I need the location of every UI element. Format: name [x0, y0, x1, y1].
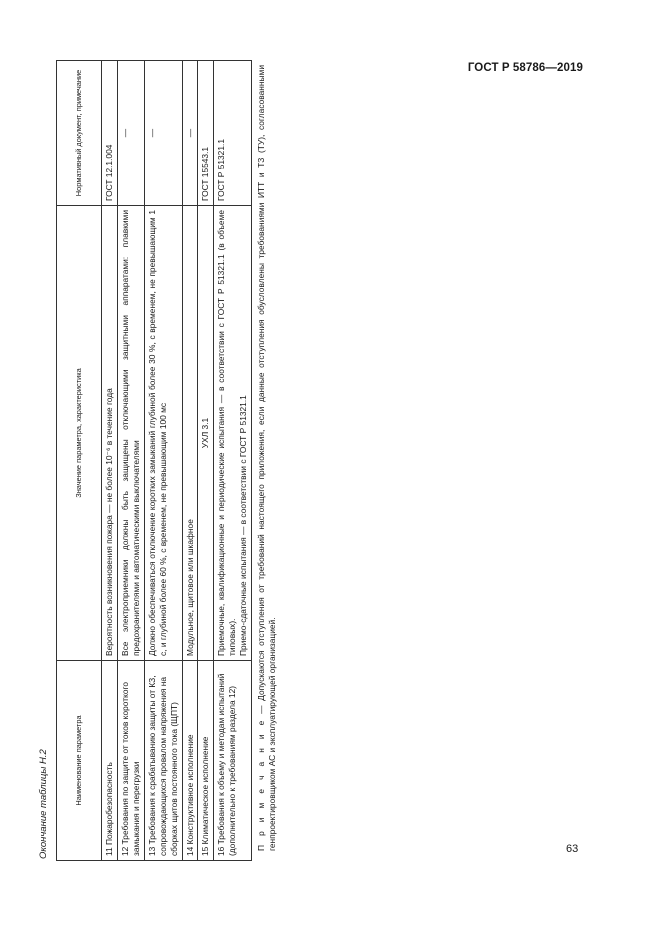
- row-parameter: 15 Климатическое исполнение: [198, 661, 214, 861]
- row-value: Все электроприемники должны быть защищены отключающими защитными аппаратами: плавкими предохранителями и автоматическими выключателями: [117, 206, 144, 661]
- header-parameter: Наименование параметра: [57, 661, 102, 861]
- table-header-row: [57, 61, 102, 861]
- row-parameter: 13 Требования к срабатыванию защиты от КЗ, сопровождающихся провалом напряжения на сборках щитов постоянного тока (ЩПТ): [144, 661, 182, 861]
- table-row: [182, 61, 198, 861]
- page-number: 63: [566, 843, 579, 855]
- table-row: [144, 61, 182, 861]
- row-value-line: Приемо-сдаточные испытания — в соответствии с ГОСТ Р 51321.1: [238, 395, 249, 656]
- row-parameter: 14 Конструктивное исполнение: [182, 661, 198, 861]
- row-value: [214, 206, 252, 661]
- row-parameter: 11 Пожаробезопасность: [102, 661, 118, 861]
- row-value: Вероятность возникновения пожара — не более 10⁻⁶ в течение года: [102, 206, 118, 661]
- row-value: УХЛ 3.1: [198, 206, 214, 661]
- rotated-table-block: [32, 61, 294, 861]
- note-text: — Допускаются отступления от требований настоящего приложения, если данные отступления обусловлены требованиями ИТТ и ТЗ (ТУ), согласованными генпроектировщиком АС и эксплуатирующей организацией.: [256, 65, 278, 851]
- row-document: ГОСТ 15543.1: [198, 61, 214, 206]
- row-value: Модульное, щитовое или шкафное: [182, 206, 198, 661]
- row-document: —: [144, 61, 182, 206]
- header-document: Нормативный документ, примечание: [57, 61, 102, 206]
- parameters-table: [56, 60, 252, 861]
- row-value: Должно обеспечиваться отключение коротких замыканий глубиной более 30 %, с временем, не превышающим 1 с, и глубиной более 60 %, с временем, не превышающим 100 мс: [144, 206, 182, 661]
- header-value: Значение параметра, характеристика: [57, 206, 102, 661]
- table-row: [102, 61, 118, 861]
- table-row: [214, 61, 252, 861]
- row-parameter: 12 Требования по защите от токов короткого замыкания и перегрузки: [117, 661, 144, 861]
- table-caption: Окончание таблицы Н.2: [38, 749, 49, 859]
- row-value-line: Приемочные, квалификационные и периодические испытания — в соответствии с ГОСТ Р 51321.1 (в объеме типовых).: [216, 210, 238, 656]
- row-document: ГОСТ 12.1.004: [102, 61, 118, 206]
- row-parameter: 16 Требования к объему и методам испытаний (дополнительно к требованиям раздела 12): [214, 661, 252, 861]
- table-note: [252, 61, 279, 861]
- row-document: ГОСТ Р 51321.1: [214, 61, 252, 206]
- standard-header: ГОСТ Р 58786—2019: [467, 62, 583, 74]
- note-lead: П р и м е ч а н и е: [256, 718, 267, 851]
- row-document: —: [182, 61, 198, 206]
- table-row: [117, 61, 144, 861]
- table-row: [198, 61, 214, 861]
- row-document: —: [117, 61, 144, 206]
